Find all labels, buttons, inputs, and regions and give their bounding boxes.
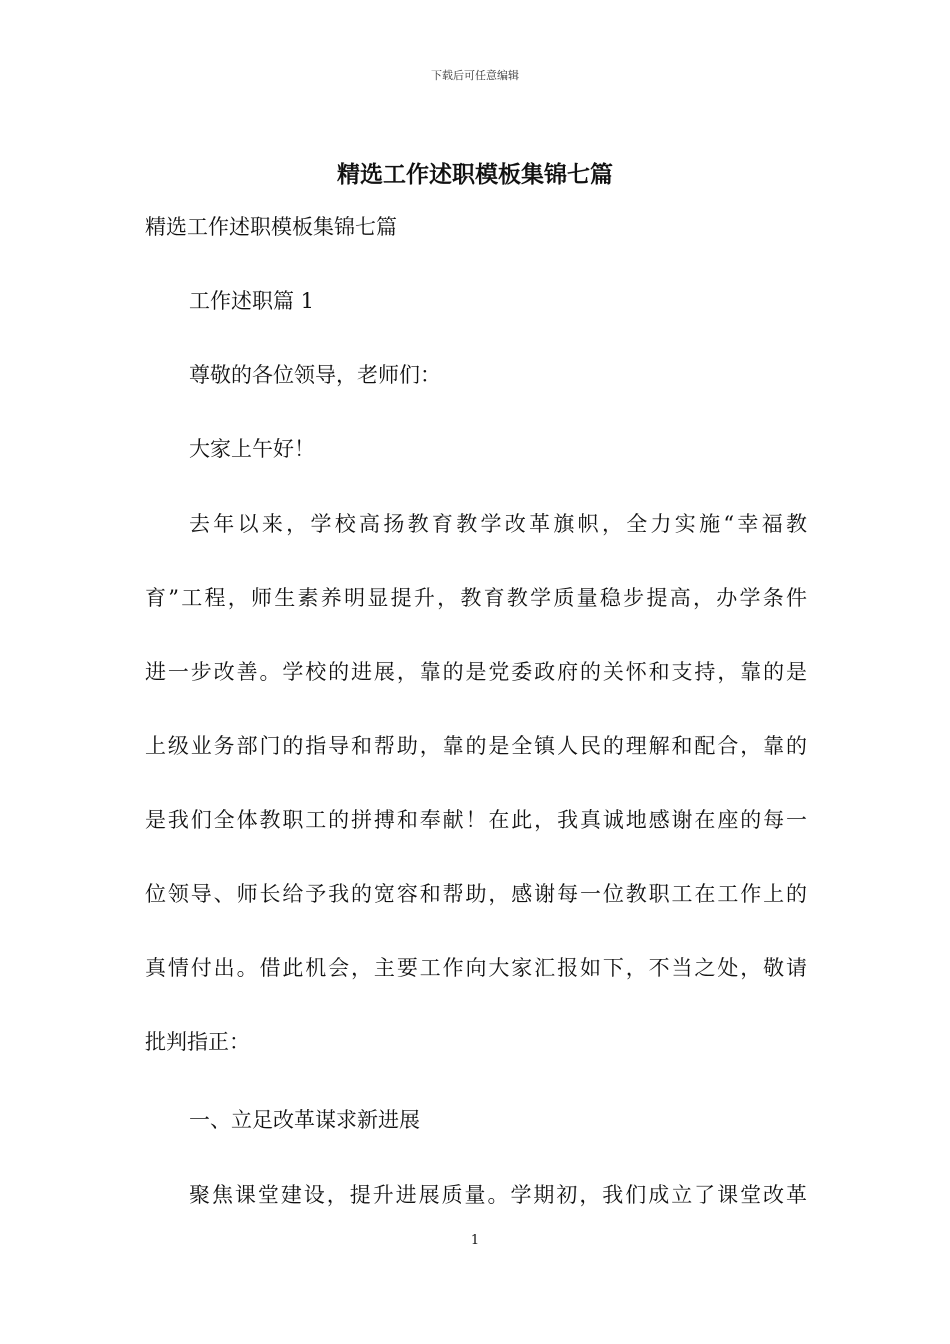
header-note: 下载后可任意编辑 [431, 69, 519, 82]
salutation: 尊敬的各位领导，老师们： [189, 363, 441, 387]
paragraph-line: 育”工程，师生素养明显提升，教育教学质量稳步提高，办学条件 [145, 586, 807, 610]
paragraph-line: 位领导、师长给予我的宽容和帮助，感谢每一位教职工在工作上的 [145, 882, 807, 906]
paragraph-1 [145, 509, 807, 1101]
paragraph-line: 是我们全体教职工的拼搏和奉献！在此，我真诚地感谢在座的每一 [145, 808, 807, 832]
section-title: 工作述职篇 1 [189, 289, 315, 313]
document-title: 精选工作述职模板集锦七篇 [337, 161, 613, 188]
page-number: 1 [470, 1233, 480, 1248]
paragraph-line: 真情付出。借此机会，主要工作向大家汇报如下，不当之处，敬请 [145, 956, 807, 980]
paragraph-line: 上级业务部门的指导和帮助，靠的是全镇人民的理解和配合，靠的 [145, 734, 807, 758]
paragraph-line: 聚焦课堂建设，提升进展质量。学期初，我们成立了课堂改革 [189, 1183, 807, 1207]
paragraph-line: 批判指正： [145, 1030, 250, 1054]
document-subtitle: 精选工作述职模板集锦七篇 [145, 215, 397, 239]
paragraph-line: 进一步改善。学校的进展，靠的是党委政府的关怀和支持，靠的是 [145, 660, 807, 684]
heading-1: 一、立足改革谋求新进展 [189, 1108, 420, 1132]
paragraph-line: 去年以来，学校高扬教育教学改革旗帜，全力实施“幸福教 [189, 512, 807, 536]
greeting: 大家上午好！ [189, 437, 315, 461]
